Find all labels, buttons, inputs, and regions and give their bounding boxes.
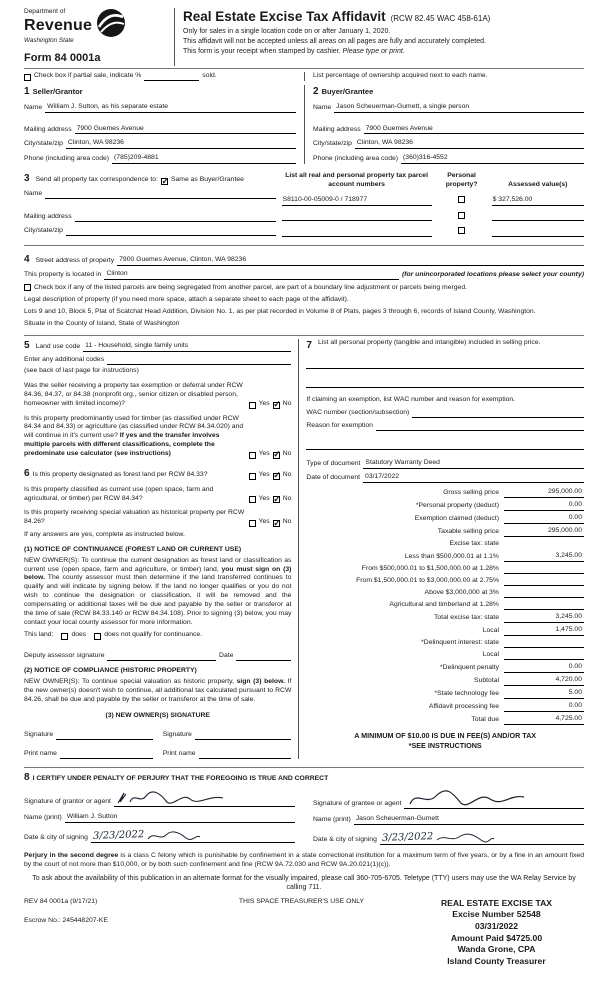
minimum-fee-note: A MINIMUM OF $10.00 IS DUE IN FEE(S) AND/OR TAX [354, 730, 537, 740]
tax-label: Less than $500,000.01 at 1.1% [404, 552, 499, 560]
s5-q2-yes-label: Yes [258, 449, 270, 457]
treasurer-stamp [409, 898, 584, 968]
grantee-date-field[interactable] [380, 831, 584, 845]
seller-citystate-value: Clinton, WA 98236 [67, 139, 124, 147]
tax-row [306, 565, 584, 574]
seller-citystate-label: City/state/zip [24, 140, 63, 148]
owner-print-label-2: Print name [162, 750, 196, 758]
tax-label: Taxable selling price [437, 527, 499, 535]
partial-sale-row [24, 68, 584, 81]
s5-q1-no-label: No [282, 399, 292, 407]
s6-q2-no-checkbox[interactable] [273, 496, 280, 503]
seller-name-value: William J. Sutton, as his separate estate [47, 102, 169, 110]
parties-section [24, 85, 584, 164]
buyer-mailing-label: Mailing address [313, 125, 361, 133]
tax-label: Local [482, 626, 499, 634]
tax-row [306, 514, 584, 524]
grantee-date-value: 3/23/2022 [381, 831, 434, 844]
seller-name-label: Name [24, 103, 43, 111]
s5-q2-no-label: No [282, 449, 292, 457]
tax-value[interactable]: 0.00 [504, 501, 584, 511]
section3-number: 3 [24, 173, 30, 185]
alternate-format-note: To ask about the availability of this publication in an alternate format for the visually impaired, please call 360-705-6705. Teletype (TTY) users may use the WA Relay Service by calling 711. [32, 874, 576, 891]
reason-exemption-field[interactable] [376, 422, 584, 431]
wac-number-label: WAC number (section/subsection) [306, 409, 410, 417]
parcel-number-field[interactable] [282, 196, 432, 206]
assessed-value-field[interactable] [492, 196, 584, 206]
notice-continuance-title: (1) NOTICE OF CONTINUANCE (FOREST LAND OR CURRENT USE) [24, 545, 242, 553]
reason-exemption-label: Reason for exemption [306, 422, 373, 430]
additional-codes-label: Enter any additional codes [24, 356, 105, 364]
legal-description-text: Lots 9 and 10, Block 5, Plat of Scatchat Head Addition, Division No. 1, as per plat recorded in Volume 8 of Plats, pages 3 through 6, records of Island County, Washington. [24, 307, 536, 315]
doc-date-label: Date of document [306, 473, 361, 481]
grantee-print-label: Name (print) [313, 816, 351, 824]
personal-property-checkbox-3[interactable] [458, 227, 465, 234]
corr-name-label: Name [24, 190, 43, 198]
additional-codes-note: (see back of last page for instructions) [24, 367, 139, 375]
tax-row [306, 702, 584, 712]
doc-type-field[interactable] [363, 459, 584, 469]
tax-label: Exemption claimed (deduct) [414, 514, 499, 522]
grantor-print-field[interactable] [65, 813, 295, 823]
owner-print-field-1[interactable] [60, 750, 153, 759]
tax-value[interactable]: 295,000.00 [504, 488, 584, 498]
owner-print-label-1: Print name [24, 750, 57, 758]
s5-q1-text: Was the seller receiving a property tax exemption or deferral under RCW 84.36, 84.37, or 84.38 (nonprofit org., senior citizen or disabled person, homeowner with limited income)? [24, 382, 243, 407]
tax-label: Agricultural and timberland at 1.28% [389, 600, 499, 608]
tax-value[interactable] [504, 577, 584, 586]
tax-row [306, 552, 584, 562]
doc-date-value: 03/17/2022 [365, 472, 400, 480]
grantor-print-label: Name (print) [24, 814, 62, 822]
corr-mailing-field[interactable] [75, 213, 276, 222]
buyer-citystate-label: City/state/zip [313, 140, 352, 148]
tax-value[interactable]: 3,245.00 [504, 613, 584, 623]
stamp-excise-number: Excise Number 52548 [452, 909, 541, 920]
grantee-signature-icon [406, 790, 526, 808]
tax-row [306, 689, 584, 699]
street-address-value: 7900 Guemes Avenue, Clinton, WA 98236 [119, 256, 247, 264]
s6-question-2 [24, 486, 291, 504]
land-use-label: Land use code [35, 343, 81, 351]
located-in-field[interactable] [104, 270, 399, 280]
situate-text: Situate in the County of Island, State of Washington [24, 320, 180, 328]
tax-label: *Personal property (deduct) [415, 501, 499, 509]
parcel-row [282, 212, 584, 222]
personal-property-checkbox-2[interactable] [458, 212, 465, 219]
grantee-print-value: Jason Scheuerman-Gumett [355, 815, 439, 823]
tax-value[interactable] [504, 601, 584, 610]
seller-phone-field[interactable] [112, 154, 296, 164]
certification-section [24, 767, 584, 845]
segregated-label: Check box if any of the listed parcels are being segregated from another parcel, are part of a boundary line adjustment or parcels being merged. [34, 283, 467, 291]
property-section [24, 245, 584, 329]
s6-q2-text: Is this property classified as current use (open space, farm and agricultural, or timber) per RCW 84.34? [24, 485, 214, 502]
revenue-logo-icon [96, 8, 126, 42]
s6-q3-no-label: No [282, 518, 292, 526]
deputy-assessor-label: Deputy assessor signature [24, 652, 105, 660]
seller-phone-label: Phone (including area code) [24, 155, 110, 163]
tax-row [306, 613, 584, 623]
tax-value[interactable]: 0.00 [504, 663, 584, 673]
owner-signature-field-1[interactable] [56, 731, 153, 740]
certify-statement: I CERTIFY UNDER PENALTY OF PERJURY THAT THE FOREGOING IS TRUE AND CORRECT [32, 775, 329, 783]
seller-name-field[interactable] [45, 103, 296, 113]
corr-name-field[interactable] [45, 190, 275, 199]
grantor-city-handwriting-icon [146, 830, 201, 842]
tax-row [306, 601, 584, 610]
street-address-label: Street address of property [35, 257, 115, 265]
deputy-date-label: Date [219, 652, 234, 660]
personal-property-checkbox-1[interactable] [458, 196, 465, 203]
buyer-mailing-value: 7900 Guemes Avenue [365, 124, 433, 132]
tax-value[interactable] [504, 565, 584, 574]
header [24, 8, 584, 66]
assessed-value-field-2[interactable] [492, 212, 584, 221]
tax-row [306, 715, 584, 725]
partial-sale-checkbox[interactable] [24, 74, 31, 81]
buyer-mailing-field[interactable] [364, 125, 584, 135]
owner-sig-label-1: Signature [24, 731, 54, 739]
s6-q1-no-checkbox[interactable] [273, 473, 280, 480]
tax-label: Subtotal [474, 677, 499, 685]
partial-sale-label: Check box if partial sale, indicate % [34, 71, 142, 79]
perjury-statement: Perjury in the second degree is a class C felony which is punishable by confinement in a state correctional institution for a maximum term of five years, or by a fine in an amount fixed by the court of not more than $10,000, or by both such confinement and fine (RCW 9A.72.030 and RCW 9A.20.021(1)(c)). [24, 851, 584, 868]
sold-label: sold. [202, 71, 217, 79]
tax-row [306, 676, 584, 686]
s5-question-2 [24, 415, 291, 459]
rcw-reference: (RCW 82.45 WAC 458-61A) [390, 14, 491, 23]
tax-label: Total excise tax: state [434, 613, 499, 621]
treasurer-use-label: THIS SPACE TREASURER'S USE ONLY [238, 897, 365, 905]
tax-label: Excise tax: state [449, 539, 499, 547]
s6-q2-yes-label: Yes [258, 494, 270, 502]
s6-q1-yes-label: Yes [258, 470, 270, 478]
grantee-sig-label: Signature of grantee or agent [313, 800, 402, 808]
tax-label: Local [482, 650, 499, 658]
tax-row [306, 651, 584, 660]
s5-q1-yes-label: Yes [258, 399, 270, 407]
doc-date-field[interactable] [363, 473, 584, 483]
tax-value[interactable] [504, 651, 584, 660]
s6-q3-yes-label: Yes [258, 518, 270, 526]
form-number: Form 84 0001a [24, 52, 101, 65]
tax-label: *State technology fee [434, 690, 499, 698]
notice-continuance-body: NEW OWNER(S): To continue the current designation as forest land or classification as current use (open space, farm and agriculture, or timber) land, you must sign on (3) below. The county assessor must then determine if the land transferred continues to qualify and will indicate by signing below. If the land no longer qualifies or you do not wish to continue the designation or classification, it will be removed and the compensating or additional taxes will be due and payable by the seller or transferor at the time of sale (RCW 84.33.140 or RCW 84.34.108). Prior to signing (3) below, you may contact your local county assessor for more information. [24, 556, 292, 626]
additional-codes-field[interactable] [107, 356, 291, 365]
stamp-treasurer-title: Island County Treasurer [447, 955, 546, 966]
tax-value[interactable]: 295,000.00 [504, 527, 584, 537]
buyer-name-field[interactable] [334, 103, 584, 113]
land-does-label: does [71, 631, 87, 639]
tax-label: Gross selling price [443, 488, 499, 496]
corr-mailing-label: Mailing address [24, 213, 72, 221]
section2-title: Buyer/Grantee [321, 86, 374, 96]
tax-label: Total due [471, 716, 499, 724]
stamp-date: 03/31/2022 [474, 921, 518, 931]
personal-property-line-2[interactable] [306, 379, 584, 388]
footer-bottom [24, 898, 584, 968]
header-note-2: This affidavit will not be accepted unless all areas on all pages are fully and accurately completed. [183, 37, 486, 45]
s5-q2-text: Is this property predominantly used for timber (as classified under RCW 84.34 and 84.33) or agriculture (as classified under RCW 84.34.020) and will continue in it's current use? If yes and the transfer involves multiple parcels with different classifications, complete the predominate use calculator (see instructions) [24, 414, 244, 457]
same-as-buyer-label: Same as Buyer/Grantee [170, 176, 244, 184]
s6-instruction: If any answers are yes, complete as instructed below. [24, 531, 185, 539]
tax-label: From $1,500,000.01 to $3,000,000.00 at 2.75% [356, 576, 499, 584]
land-use-field[interactable] [83, 342, 291, 352]
buyer-phone-value: (360)316-4552 [403, 154, 448, 162]
tax-row [306, 501, 584, 511]
assessed-value-header: Assessed value(s) [508, 180, 568, 188]
notice-compliance-title: (2) NOTICE OF COMPLIANCE (HISTORIC PROPERTY) [24, 667, 197, 675]
parcel-numbers-header: List all real and personal property tax parcel account numbers [285, 172, 428, 188]
escrow-number: Escrow No.: 245448207-KE [24, 916, 108, 924]
seller-mailing-field[interactable] [75, 125, 296, 135]
grantee-signature-field[interactable] [404, 790, 584, 809]
parcel-number-field-2[interactable] [282, 212, 432, 221]
located-in-label: This property is located in [24, 271, 102, 279]
rev-number: REV 84 0001a (9/17/21) [24, 897, 98, 905]
doc-type-label: Type of document [306, 460, 361, 468]
grantor-signature-icon [116, 790, 226, 806]
partial-percent-field[interactable] [144, 72, 199, 81]
s5-q2-yes-checkbox[interactable] [249, 452, 256, 459]
section6-number: 6 [24, 467, 30, 479]
owner-print-field-2[interactable] [199, 750, 292, 759]
tax-table [306, 488, 584, 725]
segregated-checkbox[interactable] [24, 284, 31, 291]
grantor-signature-field[interactable] [114, 790, 295, 807]
tax-label: Above $3,000,000 at 3% [424, 588, 499, 596]
wac-number-field[interactable] [412, 409, 584, 418]
exemption-note: If claiming an exemption, list WAC number and reason for exemption. [306, 396, 516, 404]
seller-mailing-value: 7900 Guemes Avenue [76, 124, 144, 132]
tax-value[interactable]: 0.00 [504, 702, 584, 712]
seller-citystate-field[interactable] [66, 139, 296, 149]
owner-sig-label-2: Signature [162, 731, 192, 739]
seller-mailing-label: Mailing address [24, 125, 72, 133]
tax-value[interactable]: 3,245.00 [504, 552, 584, 562]
parcel-number-value: S8110-00-05009-0 / 718977 [282, 195, 368, 203]
notice-compliance-body: NEW OWNER(S): To continue special valuation as historic property, sign (3) below. If the new owner(s) doesn't wish to continue, all additional tax calculated pursuant to RCW 84.26, shall be due and payable by the seller or transferor at the time of sale. [24, 678, 292, 703]
section1-title: Seller/Grantor [32, 86, 83, 96]
grantee-city-handwriting-icon [435, 832, 495, 844]
s6-q3-text: Is this property receiving special valuation as historical property per RCW 84.26? [24, 509, 245, 526]
s6-q1-yes-checkbox[interactable] [249, 473, 256, 480]
legal-description-label: Legal description of property (if you need more space, attach a separate sheet to each page of the affidavit). [24, 295, 349, 303]
s6-q1-text: 6 Is this property designated as forest land per RCW 84.33? [24, 467, 208, 479]
grantor-print-value: William J. Sutton [66, 813, 118, 821]
tax-value[interactable]: 1,475.00 [504, 626, 584, 636]
section4-number: 4 [24, 254, 30, 266]
s5-q2-no-checkbox[interactable] [273, 452, 280, 459]
assessed-value-field-3[interactable] [492, 228, 584, 237]
deputy-assessor-signature-field[interactable] [107, 652, 216, 661]
land-does-not-label: does not qualify for continuance. [104, 631, 203, 639]
grantor-signature-block [24, 784, 295, 845]
tax-value [504, 540, 584, 549]
tax-label: *Delinquent penalty [440, 664, 499, 671]
send-correspondence-label: Send all property tax correspondence to: [35, 176, 158, 184]
buyer-phone-field[interactable] [401, 154, 584, 164]
doc-type-value: Statutory Warranty Deed [365, 459, 440, 467]
s6-q3-no-checkbox[interactable] [273, 520, 280, 527]
tax-row [306, 663, 584, 673]
header-note-3: This form is your receipt when stamped by cashier. Please type or print. [183, 47, 405, 55]
dept-state: Washington State [24, 37, 74, 45]
parcel-row [282, 227, 584, 237]
seller-phone-value: (785)209-4881 [114, 154, 159, 162]
section7-number: 7 [306, 340, 312, 352]
parcel-row [282, 196, 584, 206]
buyer-name-label: Name [313, 103, 332, 111]
buyer-section [304, 85, 584, 164]
section8-number: 8 [24, 772, 30, 784]
section5-number: 5 [24, 340, 30, 352]
parcel-number-field-3[interactable] [282, 228, 432, 237]
s5-question-1 [24, 382, 291, 408]
deputy-date-field[interactable] [236, 652, 291, 661]
reason-exemption-line-2[interactable] [306, 441, 584, 450]
tax-row [306, 488, 584, 498]
tax-value[interactable] [504, 639, 584, 648]
street-address-field[interactable] [117, 256, 584, 266]
land-use-value: 11 - Household, single family units [85, 342, 189, 350]
grantee-print-field[interactable] [354, 815, 584, 825]
owner-signature-field-2[interactable] [195, 731, 292, 740]
s6-q3-yes-checkbox[interactable] [249, 520, 256, 527]
tax-label: *Delinquent interest: state [421, 638, 499, 646]
dept-of-label: Department of [24, 8, 66, 15]
s6-q2-no-label: No [282, 494, 292, 502]
ownership-percent-note: List percentage of ownership acquired next to each name. [313, 71, 488, 79]
tax-label: Affidavit processing fee [428, 703, 499, 711]
s6-question-3 [24, 509, 291, 527]
same-as-buyer-checkbox[interactable] [161, 178, 168, 185]
corr-citystate-label: City/state/zip [24, 227, 63, 235]
stamp-treasurer-name: Wanda Grone, CPA [457, 944, 536, 955]
stamp-title: REAL ESTATE EXCISE TAX [440, 897, 553, 908]
s5-q1-yes-checkbox[interactable] [249, 402, 256, 409]
section2-number: 2 [313, 85, 319, 97]
tax-value[interactable]: 0.00 [504, 514, 584, 524]
grantor-sig-label: Signature of grantor or agent [24, 798, 111, 806]
tax-row [306, 589, 584, 598]
grantee-date-label: Date & city of signing [313, 836, 377, 844]
agency-block [24, 8, 174, 66]
buyer-phone-label: Phone (including area code) [313, 155, 399, 163]
s6-question-1 [24, 467, 291, 480]
personal-property-intro: List all personal property (tangible and intangible) included in selling price. [317, 339, 541, 347]
buyer-citystate-value: Clinton, WA 98236 [356, 139, 413, 147]
tax-row [306, 527, 584, 537]
unincorporated-note: (for unincorporated locations please select your county) [401, 271, 584, 279]
grantor-date-value: 3/23/2022 [92, 829, 145, 842]
land-does-not-checkbox[interactable] [94, 633, 101, 640]
see-instructions-note: *SEE INSTRUCTIONS [408, 741, 482, 751]
tax-row [306, 577, 584, 586]
s6-q1-no-label: No [282, 470, 292, 478]
header-note-1: Only for sales in a single location code on or after January 1, 2020. [183, 27, 391, 35]
right-column [298, 339, 584, 759]
this-land-label: This land: [24, 631, 54, 639]
s6-q2-yes-checkbox[interactable] [249, 496, 256, 503]
stamp-amount-paid: Amount Paid $4725.00 [450, 932, 543, 943]
tax-correspondence-section [24, 172, 584, 237]
assessed-value-value: $ 327,526.00 [492, 195, 533, 203]
s5-q1-no-checkbox[interactable] [273, 402, 280, 409]
new-owners-signature-title: (3) NEW OWNER(S) SIGNATURE [105, 712, 210, 720]
seller-section [24, 85, 304, 164]
grantee-signature-block [313, 784, 584, 845]
tax-value[interactable]: 4,725.00 [504, 715, 584, 725]
personal-property-line-1[interactable] [306, 360, 584, 369]
dept-name: Revenue [24, 17, 93, 35]
middle-columns [24, 335, 584, 759]
land-does-checkbox[interactable] [61, 633, 68, 640]
located-in-value: Clinton [106, 270, 128, 278]
buyer-citystate-field[interactable] [355, 139, 584, 149]
tax-value[interactable]: 5.00 [504, 689, 584, 699]
grantor-date-field[interactable] [91, 829, 295, 843]
corr-citystate-field[interactable] [66, 227, 276, 236]
tax-row [306, 540, 584, 549]
buyer-name-value: Jason Scheuerman-Gumett, a single person [336, 102, 470, 110]
tax-row [306, 626, 584, 636]
tax-label: From $500,000.01 to $1,500,000.00 at 1.28% [361, 564, 499, 572]
tax-value[interactable]: 4,720.00 [504, 676, 584, 686]
tax-row [306, 639, 584, 648]
left-column [24, 339, 298, 759]
grantor-date-label: Date & city of signing [24, 834, 88, 842]
section1-number: 1 [24, 85, 30, 97]
page-title: Real Estate Excise Tax Affidavit [183, 9, 386, 24]
tax-value[interactable] [504, 589, 584, 598]
personal-property-header: Personal property? [445, 172, 478, 188]
